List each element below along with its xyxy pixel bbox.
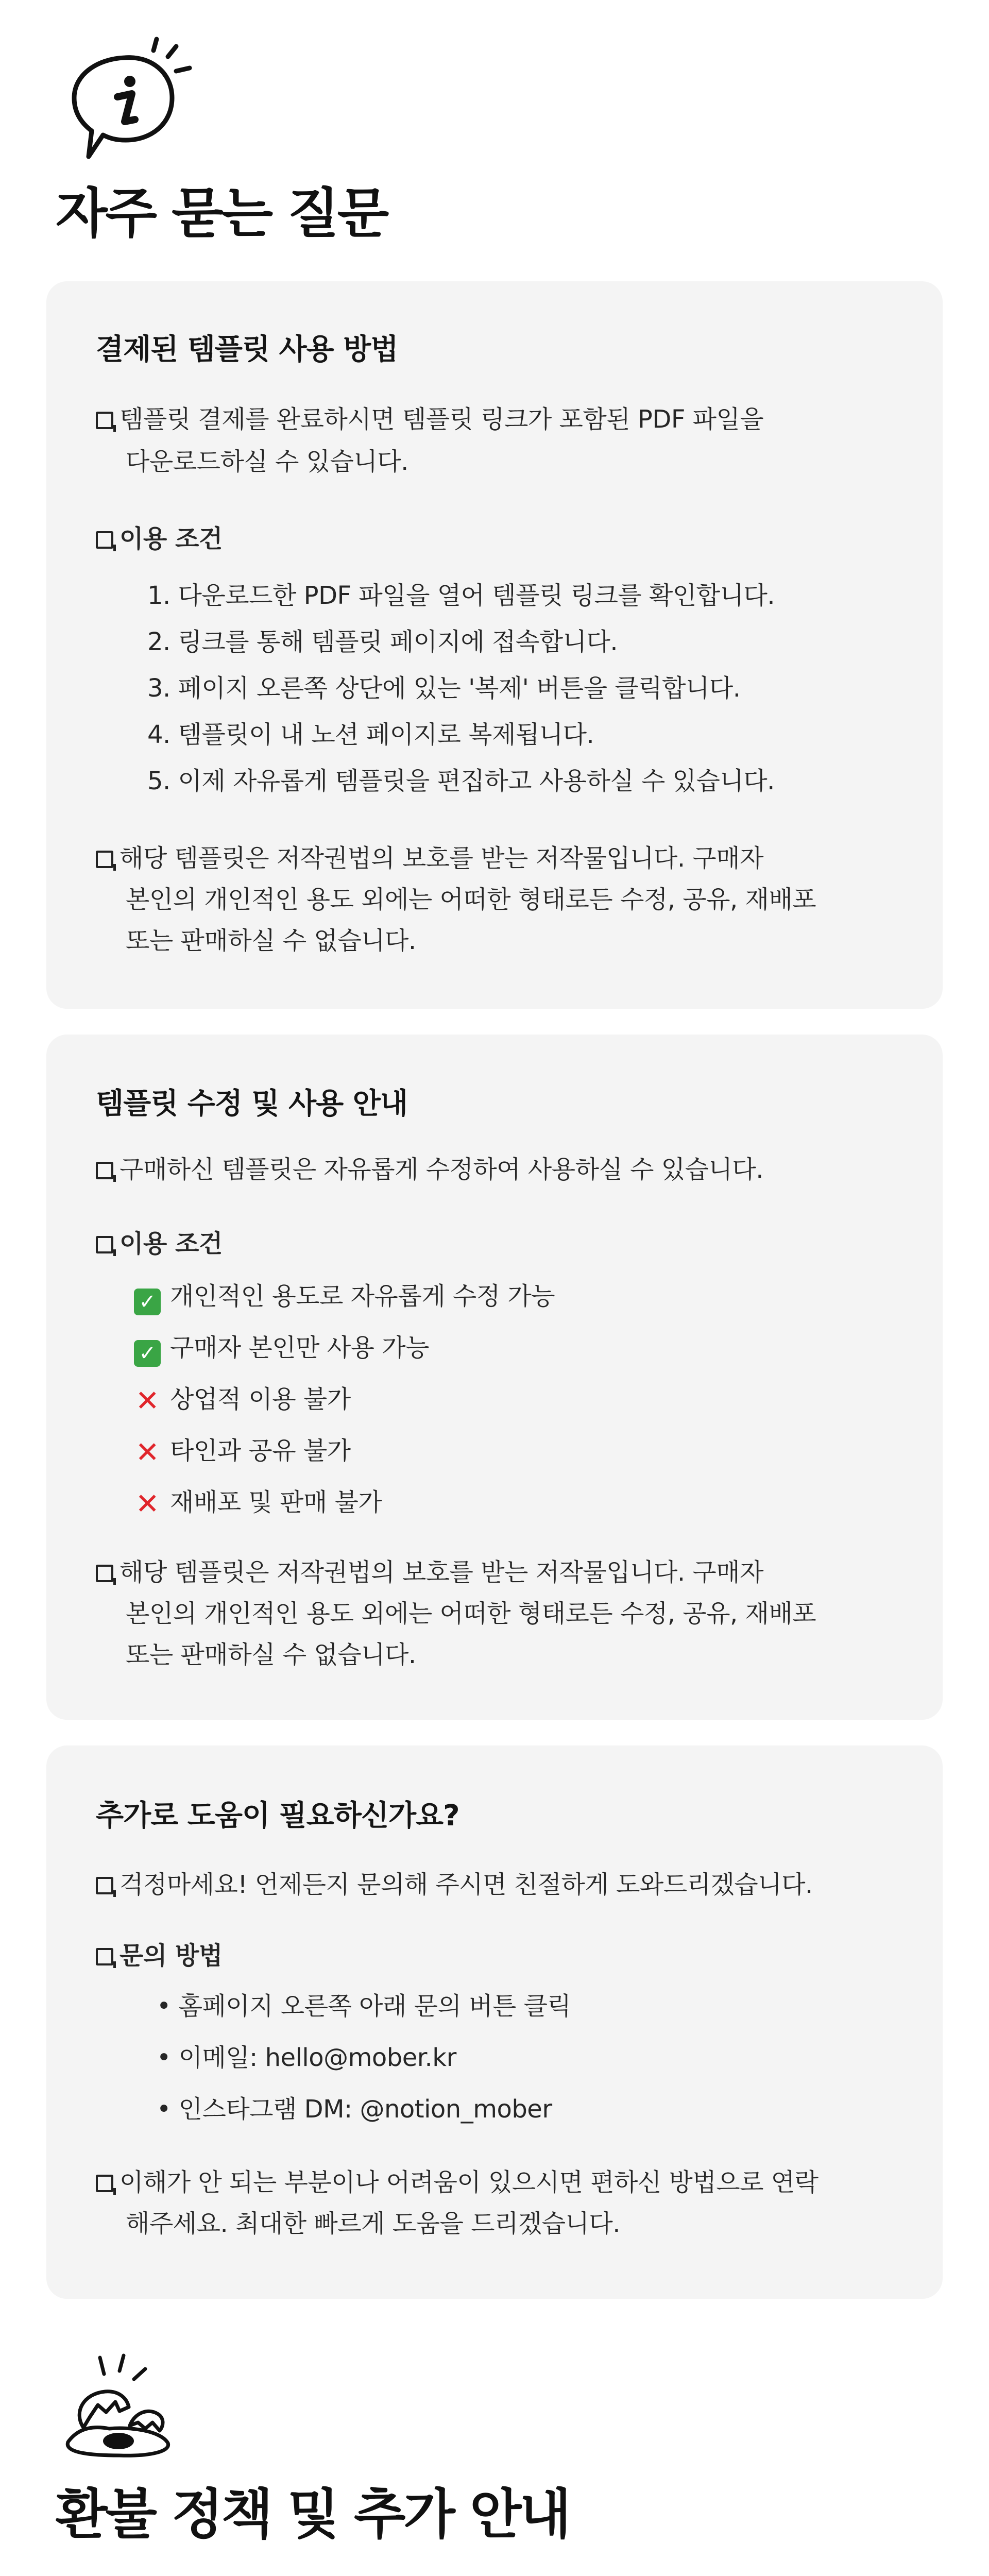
step-item: 1. 다운로드한 PDF 파일을 열어 템플릿 링크를 확인합니다.: [147, 581, 775, 610]
help-notice-continued: 해주세요. 최대한 빠르게 도움을 드리겠습니다.: [126, 2209, 621, 2238]
copyright-notice: 해당 템플릿은 저작권법의 보호를 받는 저작물입니다. 구매자: [96, 838, 763, 879]
copyright-notice: 해당 템플릿은 저작권법의 보호를 받는 저작물입니다. 구매자: [96, 1552, 763, 1593]
contact-method: • 홈페이지 오른쪽 아래 문의 버튼 클릭: [157, 1992, 571, 2021]
checkbox-icon: [96, 1162, 113, 1179]
step-item: 5. 이제 자유롭게 템플릿을 편집하고 사용하실 수 있습니다.: [147, 767, 775, 795]
step-item: 2. 링크를 통해 템플릿 페이지에 접속합니다.: [147, 628, 618, 656]
contact-method-instagram: • 인스타그램 DM: @notion_mober: [157, 2095, 552, 2124]
card-additional-help: [46, 1745, 943, 2299]
info-speech-bubble-icon: [62, 35, 196, 169]
list-item: 걱정마세요! 언제든지 문의해 주시면 친절하게 도와드리겠습니다.: [96, 1864, 813, 1905]
card-title: 템플릿 수정 및 사용 안내: [96, 1087, 407, 1121]
faq-title: 자주 묻는 질문: [56, 182, 387, 245]
checkbox-icon: [96, 1565, 113, 1582]
copyright-notice-continued: 또는 판매하실 수 없습니다.: [126, 1640, 416, 1669]
refund-title: 환불 정책 및 추가 안내: [56, 2483, 570, 2546]
step-item: 3. 페이지 오른쪽 상단에 있는 '복제' 버튼을 클릭합니다.: [147, 674, 741, 703]
checkbox-icon: [96, 1236, 113, 1253]
broken-egg-icon: [58, 2350, 181, 2464]
copyright-notice-continued: 본인의 개인적인 용도 외에는 어떠한 형태로든 수정, 공유, 재배포: [126, 885, 816, 914]
card-title: 추가로 도움이 필요하신가요?: [96, 1799, 459, 1833]
allowed-item: ✓ 개인적인 용도로 자유롭게 수정 가능: [134, 1276, 555, 1317]
checkbox-icon: [96, 412, 113, 429]
contact-method-email: • 이메일: hello@mober.kr: [157, 2043, 456, 2072]
help-notice: 이해가 안 되는 부분이나 어려움이 있으시면 편하신 방법으로 연락: [96, 2162, 819, 2203]
copyright-notice-continued: 본인의 개인적인 용도 외에는 어떠한 형태로든 수정, 공유, 재배포: [126, 1599, 816, 1628]
list-item: 구매하신 템플릿은 자유롭게 수정하여 사용하실 수 있습니다.: [96, 1149, 763, 1190]
checkbox-icon: [96, 531, 113, 549]
card-paid-template-usage: [46, 281, 943, 1009]
denied-item: ✕ 타인과 공유 불가: [134, 1430, 351, 1473]
conditions-label: 이용 조건: [96, 1223, 223, 1264]
card-template-editing: [46, 1035, 943, 1720]
denied-item: ✕ 재배포 및 판매 불가: [134, 1482, 382, 1525]
contact-label: 문의 방법: [96, 1935, 223, 1976]
checkbox-icon: [96, 2175, 113, 2192]
checkbox-icon: [96, 851, 113, 868]
step-item: 4. 템플릿이 내 노션 페이지로 복제됩니다.: [147, 720, 594, 749]
denied-item: ✕ 상업적 이용 불가: [134, 1379, 351, 1422]
allowed-item: ✓ 구매자 본인만 사용 가능: [134, 1327, 429, 1368]
cross-mark-icon: ✕: [135, 1384, 160, 1418]
conditions-label: 이용 조건: [96, 518, 223, 560]
cross-mark-icon: ✕: [135, 1436, 160, 1469]
checkbox-icon: [96, 1948, 113, 1965]
check-mark-icon: ✓: [134, 1289, 161, 1315]
checkbox-icon: [96, 1877, 113, 1894]
cross-mark-icon: ✕: [135, 1487, 160, 1521]
check-mark-icon: ✓: [134, 1340, 161, 1367]
card-title: 결제된 템플릿 사용 방법: [96, 333, 398, 366]
copyright-notice-continued: 또는 판매하실 수 없습니다.: [126, 926, 416, 955]
list-item-continued: 다운로드하실 수 있습니다.: [126, 447, 408, 476]
list-item: 템플릿 결제를 완료하시면 템플릿 링크가 포함된 PDF 파일을: [96, 399, 763, 440]
